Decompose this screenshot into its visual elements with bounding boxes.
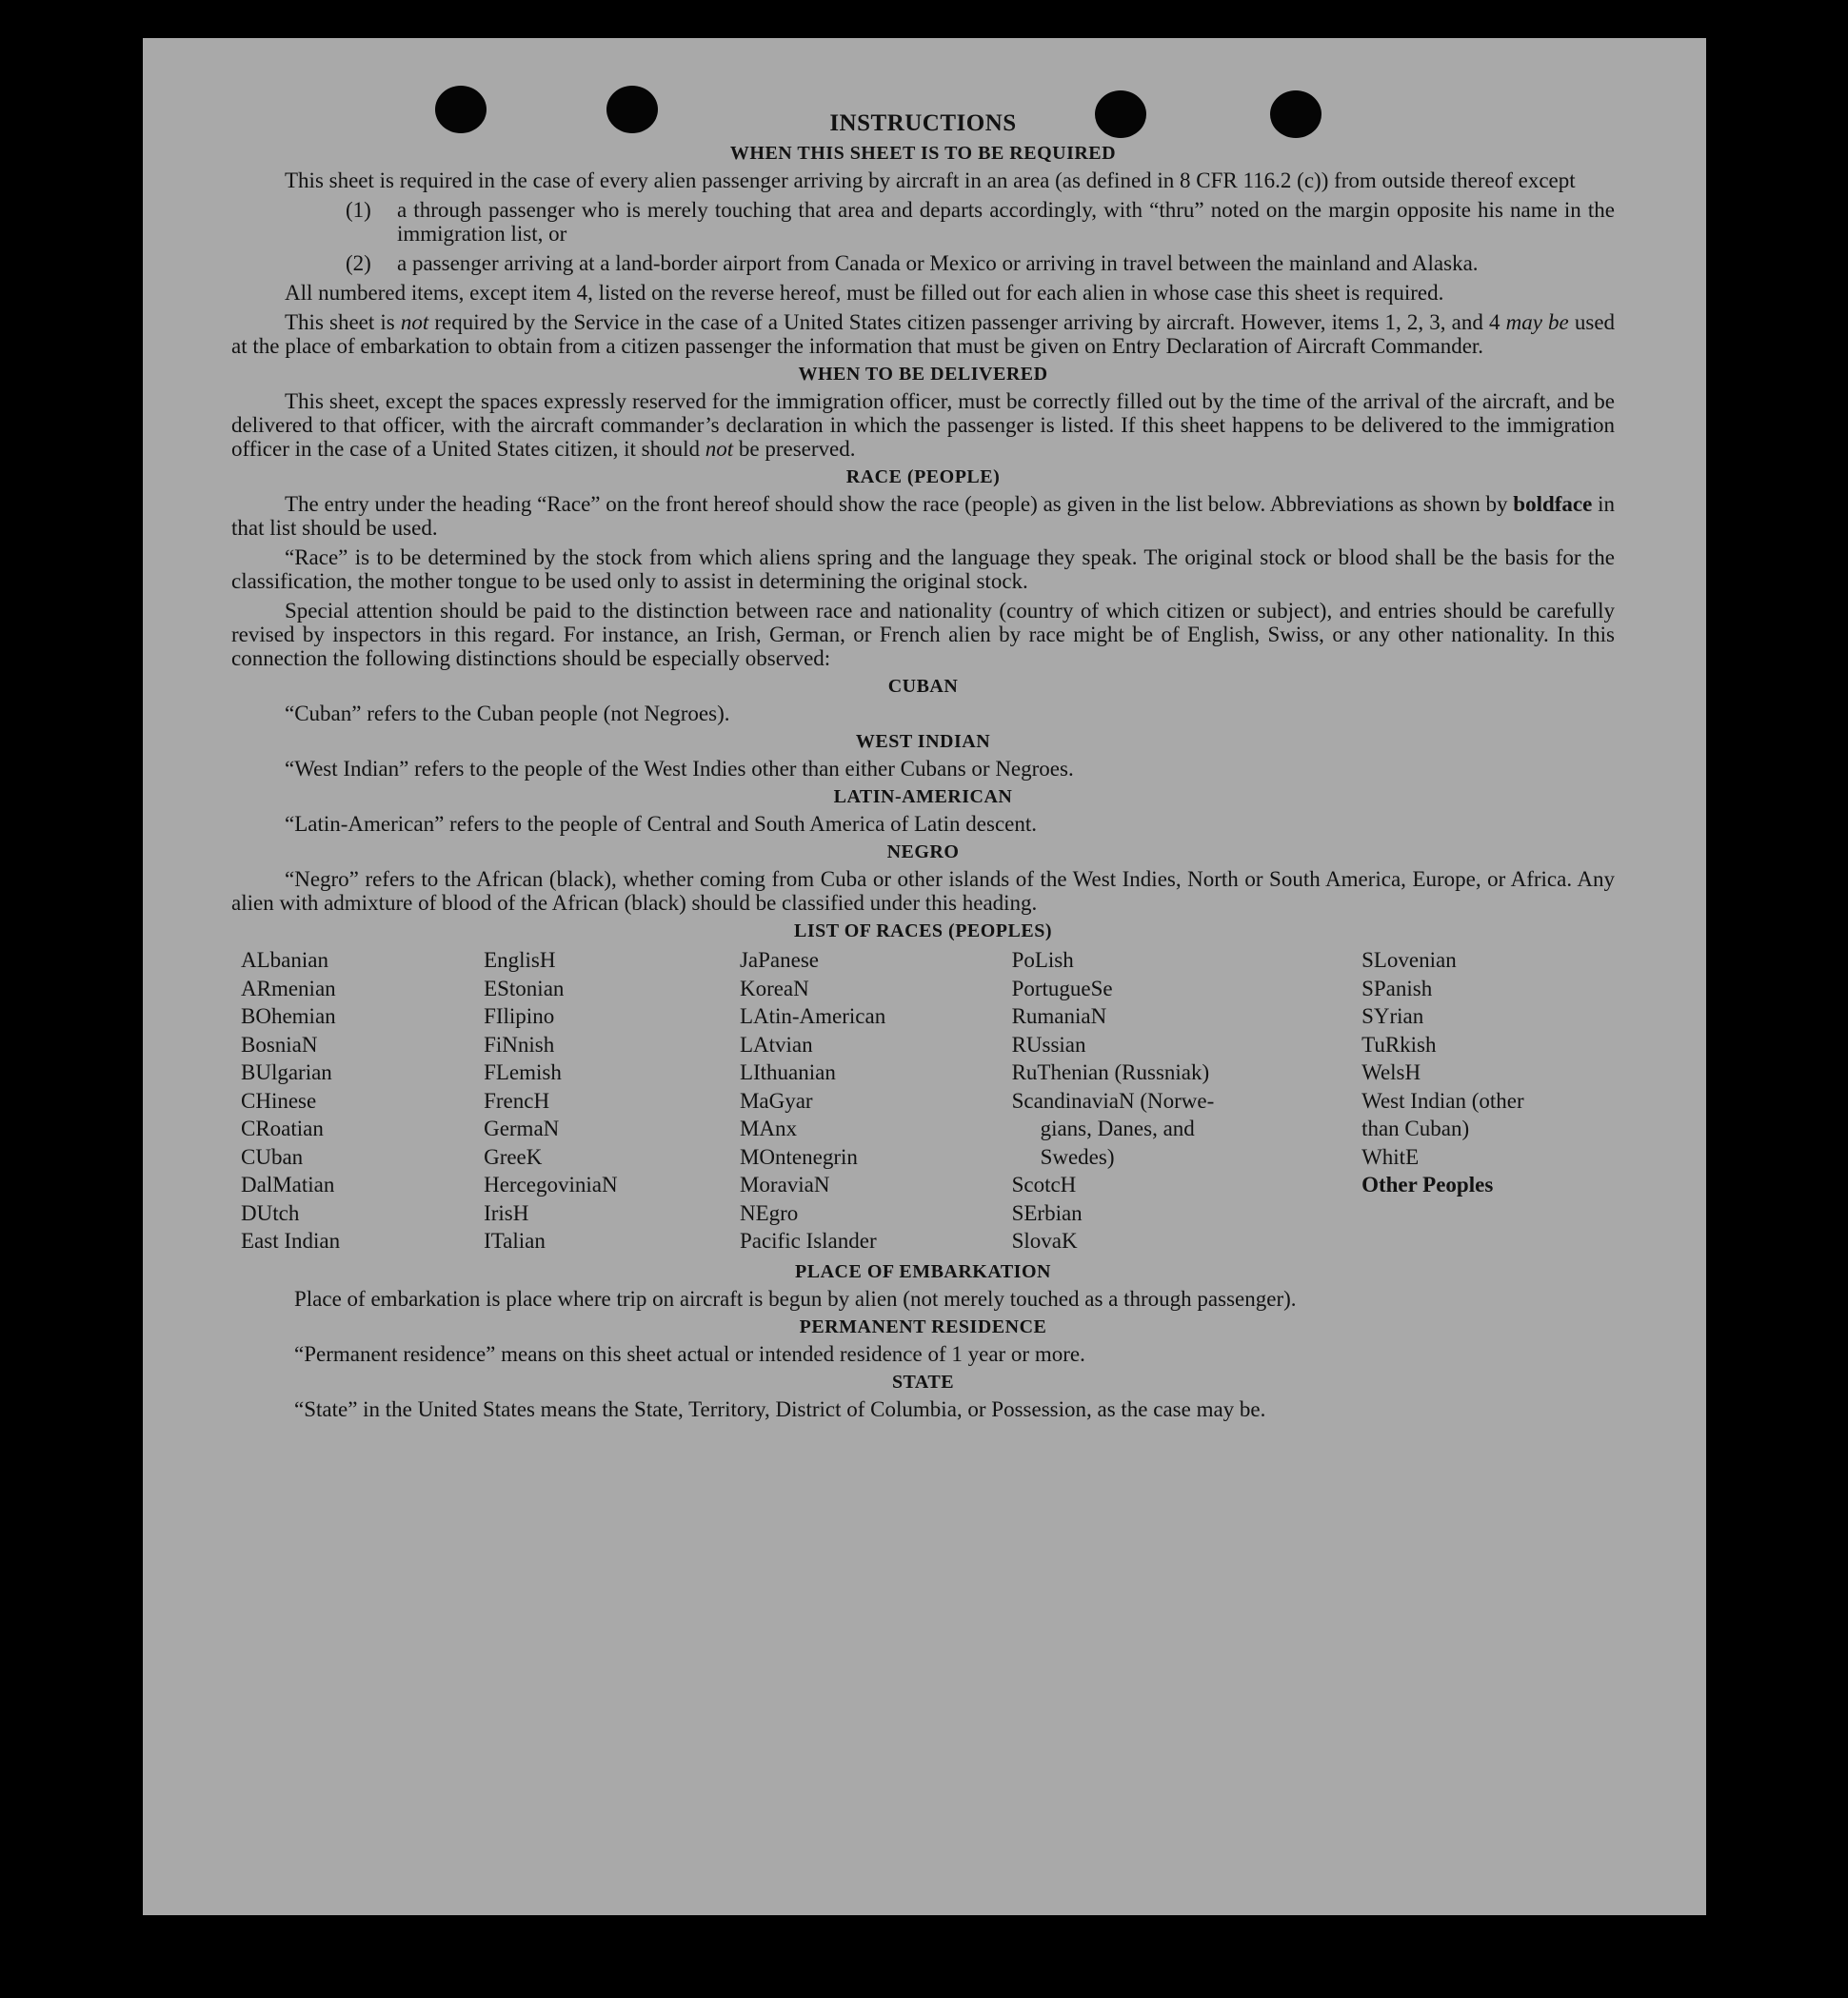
section-heading: PLACE OF EMBARKATION xyxy=(795,1260,1051,1282)
race-item: CUban xyxy=(241,1144,304,1169)
race-item: ScotcH xyxy=(1011,1173,1077,1197)
race-item: Other Peoples xyxy=(1361,1173,1494,1197)
race-item: FLemish xyxy=(484,1060,562,1084)
race-item: Pacific Islander xyxy=(739,1229,877,1253)
race-item: SlovaK xyxy=(1011,1229,1078,1253)
races-column xyxy=(1361,946,1615,1256)
race-item: MAnx xyxy=(739,1117,798,1140)
paragraph: All numbered items, except item 4, listed on the reverse hereof, must be filled out for each alien in whose case this sheet is required. xyxy=(285,281,1444,305)
document-sheet xyxy=(143,38,1706,1915)
text-run: This sheet, except the spaces expressly reserved for the immigration officer, must be correctly filled out by the time of the arrival of the aircraft, and be delivered to that officer, with the aircraft commander’s declaration in which the passenger is listed. If this sheet happens to be delivered to the immigration officer in the case of a United States citizen, it should xyxy=(231,389,1615,461)
numbered-item xyxy=(231,251,1615,275)
race-item: NEgro xyxy=(739,1200,799,1225)
race-item: EnglisH xyxy=(484,948,556,972)
italic-text: not xyxy=(400,310,429,334)
race-item: RuThenian (Russniak) xyxy=(1011,1060,1210,1084)
race-item: ALbanian xyxy=(241,948,328,972)
section-heading: RACE (PEOPLE) xyxy=(845,466,1001,487)
bold-text: boldface xyxy=(1513,492,1593,516)
race-item: LIthuanian xyxy=(739,1060,836,1084)
race-item: PoLish xyxy=(1011,948,1074,972)
text-run: in that list should be used. xyxy=(231,492,1616,540)
item-text: a passenger arriving at a land-border airport from Canada or Mexico or arriving in travel between the mainland and Alaska. xyxy=(397,251,1479,275)
race-item: LAtin-American xyxy=(739,1004,886,1028)
race-item: BUlgarian xyxy=(241,1060,332,1084)
race-item: ARmenian xyxy=(241,976,336,1000)
paragraph: “Permanent residence” means on this sheet actual or intended residence of 1 year or more. xyxy=(294,1341,1085,1366)
section-heading: WHEN TO BE DELIVERED xyxy=(798,364,1048,385)
race-item: KoreaN xyxy=(739,976,809,1000)
paragraph: This sheet is required in the case of every alien passenger arriving by aircraft in an area (as defined in 8 CFR 116.2 (c)) from outside thereof except xyxy=(285,168,1576,192)
text-run: be preserved. xyxy=(738,437,856,461)
race-item: RumaniaN xyxy=(1011,1004,1107,1028)
race-item: Swedes) xyxy=(1040,1144,1115,1169)
race-item: West Indian (other xyxy=(1361,1088,1524,1113)
race-item: LAtvian xyxy=(739,1032,813,1057)
race-item: than Cuban) xyxy=(1361,1117,1470,1140)
race-item: SErbian xyxy=(1011,1200,1083,1225)
paragraph xyxy=(231,389,1615,461)
paragraph: “Negro” refers to the African (black), whether coming from Cuba or other islands of the West Indies, North or South America, Europe, or Africa. Any alien with admixture of blood of the African (black) should be classified under this heading. xyxy=(231,867,1615,915)
paragraph: “State” in the United States means the State, Territory, District of Columbia, or Possession, as the case may be. xyxy=(294,1396,1266,1421)
race-item: CRoatian xyxy=(241,1117,324,1140)
race-item: SPanish xyxy=(1361,976,1433,1000)
race-item: SLovenian xyxy=(1361,948,1457,972)
race-item: FiNnish xyxy=(484,1032,555,1057)
races-column xyxy=(241,946,484,1256)
italic-text: not xyxy=(705,437,734,461)
text-run: required by the Service in the case of a United States citizen passenger arriving by aircraft. However, items 1, 2, 3, and 4 xyxy=(434,310,1500,334)
instructions-content xyxy=(231,109,1615,1427)
race-item: MOntenegrin xyxy=(739,1144,858,1169)
section-heading: LIST OF RACES (PEOPLES) xyxy=(793,920,1052,941)
section-heading: NEGRO xyxy=(886,841,960,862)
race-item: BOhemian xyxy=(241,1004,336,1028)
item-number: (2) xyxy=(346,251,371,275)
race-item: MoraviaN xyxy=(739,1173,830,1197)
italic-text: may be xyxy=(1505,310,1569,334)
paragraph xyxy=(231,492,1615,540)
race-item: TuRkish xyxy=(1361,1032,1437,1057)
race-item: DUtch xyxy=(241,1200,300,1225)
race-item: ITalian xyxy=(484,1229,546,1253)
races-list xyxy=(241,946,1615,1256)
race-item: GreeK xyxy=(484,1144,543,1169)
section-heading: PERMANENT RESIDENCE xyxy=(799,1316,1047,1337)
race-item: RUssian xyxy=(1011,1032,1086,1057)
race-item: JaPanese xyxy=(739,948,819,972)
item-text: a through passenger who is merely touching that area and departs accordingly, with “thru” noted on the margin opposite his name in the immigration list, or xyxy=(397,198,1615,246)
paragraph: “Race” is to be determined by the stock from which aliens spring and the language they speak. The original stock or blood shall be the basis for the classification, the mother tongue to be used only to assist in determining the original stock. xyxy=(231,545,1615,593)
race-item: GermaN xyxy=(484,1117,560,1140)
section-heading: LATIN-AMERICAN xyxy=(833,786,1013,807)
race-item: FrencH xyxy=(484,1088,550,1113)
numbered-item xyxy=(231,198,1615,246)
paragraph: Place of embarkation is place where trip on aircraft is begun by alien (not merely touched as a through passenger). xyxy=(294,1286,1297,1311)
race-item: CHinese xyxy=(241,1088,317,1113)
section-heading: CUBAN xyxy=(887,676,959,697)
race-item: HercegoviniaN xyxy=(484,1173,618,1197)
race-item: WhitE xyxy=(1361,1144,1420,1169)
race-item: SYrian xyxy=(1361,1004,1424,1028)
text-run: This sheet is xyxy=(285,310,395,334)
race-item: PortugueSe xyxy=(1011,976,1113,1000)
race-item: East Indian xyxy=(241,1229,341,1253)
race-item: BosniaN xyxy=(241,1032,318,1057)
text-run: The entry under the heading “Race” on the front hereof should show the race (people) as given in the list below. Abbreviations as shown by xyxy=(285,492,1508,516)
paragraph: “Cuban” refers to the Cuban people (not Negroes). xyxy=(285,702,730,725)
race-item: DalMatian xyxy=(241,1173,335,1197)
race-item: gians, Danes, and xyxy=(1040,1117,1195,1140)
race-item: IrisH xyxy=(484,1200,529,1225)
race-item: ScandinaviaN (Norwe- xyxy=(1011,1088,1215,1113)
races-column xyxy=(740,946,1012,1256)
paragraph xyxy=(231,310,1615,358)
page-title: INSTRUCTIONS xyxy=(829,110,1017,136)
section-heading: STATE xyxy=(891,1371,955,1393)
race-item: EStonian xyxy=(484,976,565,1000)
paragraph: “West Indian” refers to the people of the West Indies other than either Cubans or Negroes. xyxy=(285,757,1074,781)
races-column xyxy=(1012,946,1290,1256)
item-number: (1) xyxy=(346,198,371,222)
races-column xyxy=(484,946,740,1256)
race-item: WelsH xyxy=(1361,1060,1421,1084)
text-run: used at the place of embarkation to obtain from a citizen passenger the information that must be given on Entry Declaration of Aircraft Commander. xyxy=(231,310,1616,358)
paragraph: Special attention should be paid to the distinction between race and nationality (country of which citizen or subject), and entries should be carefully revised by inspectors in this regard. For instance, an Irish, German, or French alien by race might be of English, Swiss, or any other nationality. In this connection the following distinctions should be especially observed: xyxy=(231,599,1615,670)
section-heading: WHEN THIS SHEET IS TO BE REQUIRED xyxy=(729,143,1117,164)
race-item: MaGyar xyxy=(739,1088,813,1113)
paragraph: “Latin-American” refers to the people of Central and South America of Latin descent. xyxy=(285,812,1037,836)
section-heading: WEST INDIAN xyxy=(855,731,991,752)
race-item: FIlipino xyxy=(484,1004,555,1028)
